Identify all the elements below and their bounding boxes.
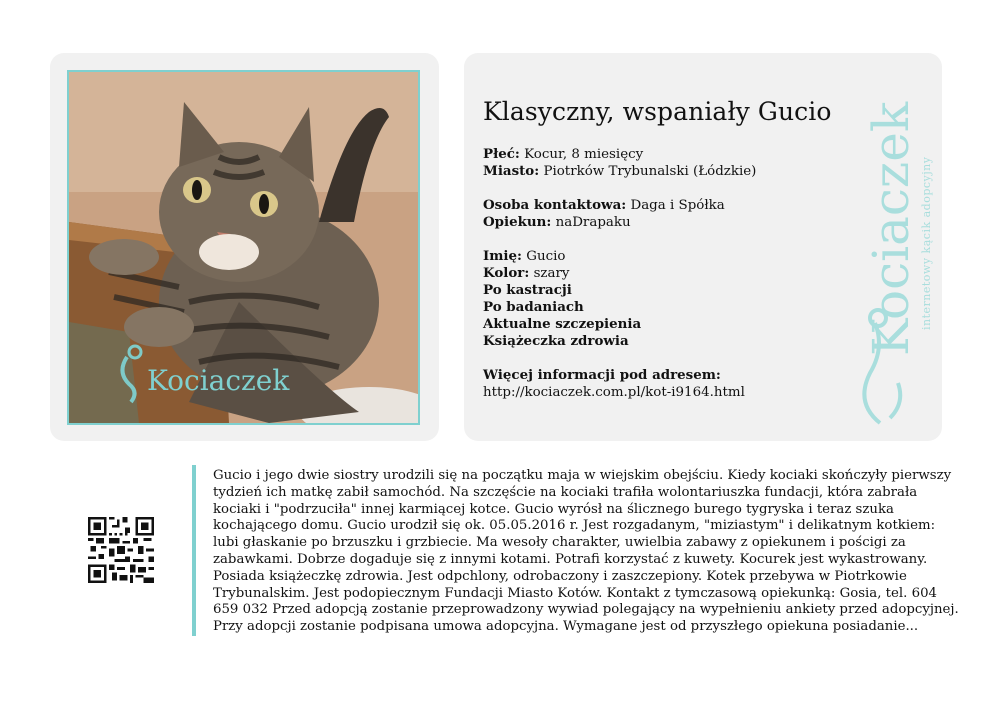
status-item: Po badaniach (483, 299, 584, 315)
description-line: zabawkami. Dobrze dogaduje się z innymi kotami. Potrafi korzystać z kuwety. Kocurek jest wykastrowany. (213, 551, 928, 567)
description-line: Gucio i jego dwie siostry urodzili się na początku maja w wiejskim obejściu. Kiedy kociaki skończyły pierwszy (213, 468, 952, 483)
guardian-value: naDrapaku (555, 215, 631, 230)
contact-value: Daga i Spółka (630, 198, 725, 213)
color-label: Kolor: (483, 265, 530, 281)
profile-url[interactable]: http://kociaczek.com.pl/kot-i9164.html (483, 385, 745, 400)
logo-name: Kociaczek (862, 101, 920, 356)
more-info-label: Więcej informacji pod adresem: (483, 367, 721, 383)
description-line: Posiada książeczkę zdrowia. Jest odpchlony, odrobaczony i zaszczepiony. Kotek przebywa w Piotrkowie (213, 568, 907, 584)
city-row (483, 163, 756, 180)
description-line: lubi głaskanie po brzuszku i grzbiecie. Ma wesoły charakter, uwielbia zabawy z opiekunem i pościgi za (213, 535, 906, 551)
guardian-label: Opiekun: (483, 214, 552, 230)
info-card (464, 53, 942, 441)
gender-value: Kocur, 8 miesięcy (524, 147, 644, 162)
description-text (213, 468, 959, 636)
gender-row (483, 146, 756, 163)
status-item: Po kastracji (483, 282, 572, 298)
gender-label: Płeć: (483, 146, 520, 162)
name-label: Imię: (483, 248, 522, 264)
city-label: Miasto: (483, 163, 540, 179)
description-line: tydzień ich matkę zabił samochód. Na szczęście na kociaki trafiła wolontariuszka fundacji, która zabrała (213, 484, 918, 500)
guardian-row (483, 214, 756, 231)
color-value: szary (533, 266, 570, 281)
page-title: Klasyczny, wspaniały Gucio (483, 97, 832, 126)
name-row (483, 248, 756, 265)
logo-tagline: internetowy kącik adopcyjny (920, 156, 933, 330)
contact-label: Osoba kontaktowa: (483, 197, 627, 213)
details-list (483, 146, 756, 401)
contact-row (483, 197, 756, 214)
qr-code-icon (88, 517, 154, 583)
status-item: Aktualne szczepienia (483, 316, 642, 332)
kociaczek-logo (850, 73, 938, 433)
description-line: Przy adopcji zostanie podpisana umowa adopcyjna. Wymagane jest od przyszłego opiekuna posiadanie... (213, 619, 919, 635)
name-value: Gucio (526, 249, 566, 264)
city-value: Piotrków Trybunalski (Łódzkie) (543, 164, 757, 179)
description-line: 659 032 Przed adopcją zostanie przeprowadzony wywiad polegający na wypełnieniu ankiety przed adopcyjnej. (213, 602, 959, 618)
color-row (483, 265, 756, 282)
status-item: Książeczka zdrowia (483, 333, 629, 349)
cat-photo (67, 70, 420, 425)
photo-watermark: Kociaczek (147, 364, 290, 397)
description-line: kociaki i "podrzuciła" innej karmiącej kotce. Gucio wyrósł na ślicznego burego tygryska i teraz szuka (213, 501, 894, 517)
description-accent-bar (192, 465, 196, 636)
description-line: kochającego domu. Gucio urodził się ok. 05.05.2016 r. Jest rozgadanym, "miziastym" i delikatnym kotkiem: (213, 518, 936, 534)
photo-card (50, 53, 439, 441)
description-line: Trybunalskim. Jest podopiecznym Fundacji Miasto Kotów. Kontakt z tymczasową opiekunką: Gosia, tel. 604 (213, 585, 937, 601)
